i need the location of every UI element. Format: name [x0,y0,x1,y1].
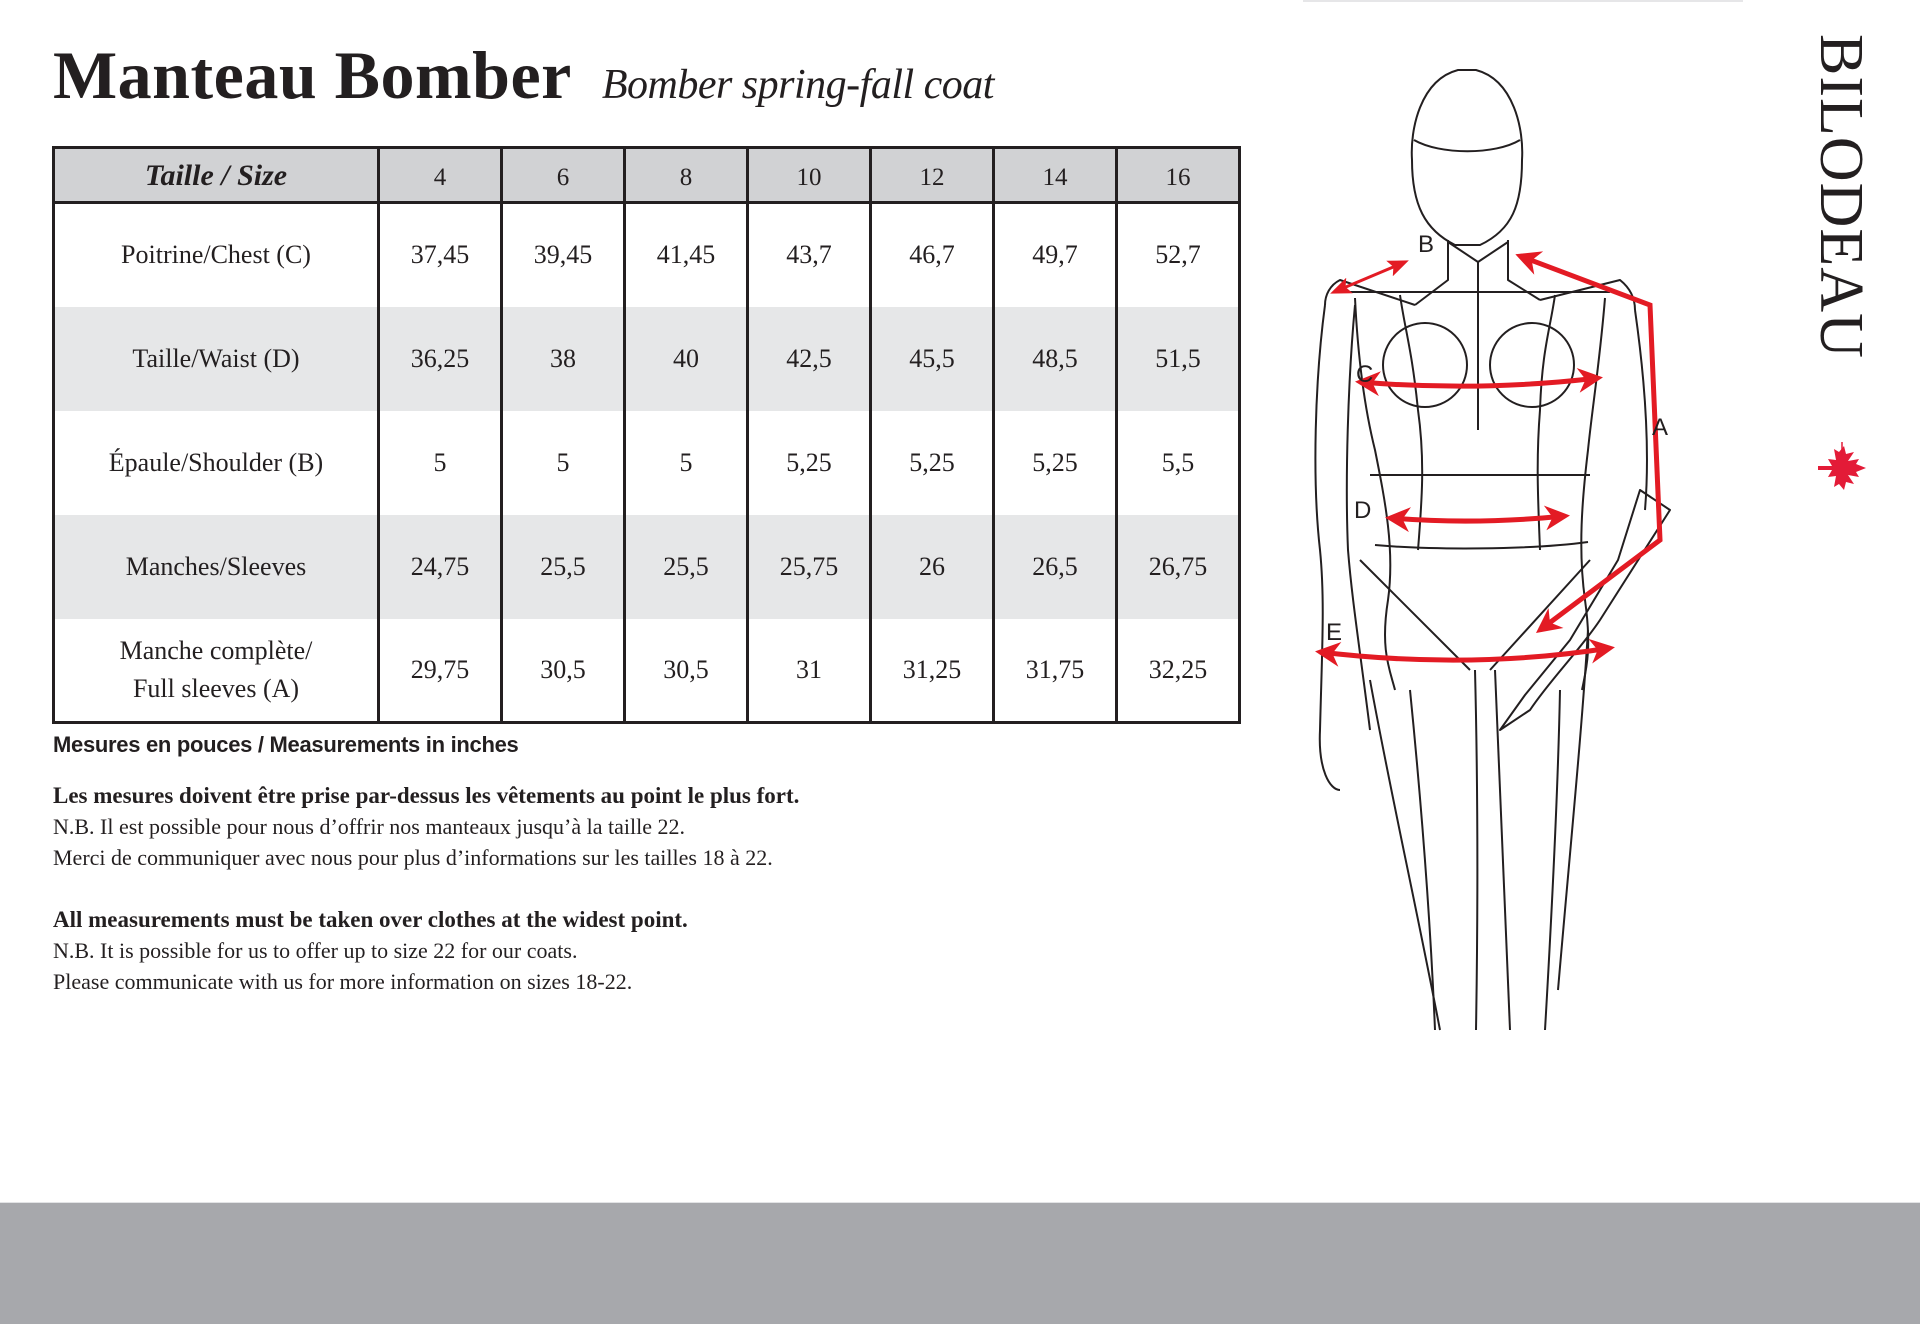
table-cell: 25,5 [625,515,748,619]
table-cell: 46,7 [871,203,994,307]
notes-fr-heading: Les mesures doivent être prise par-dessus les vêtements au point le plus fort. [53,783,800,808]
table-row-chest [54,203,1240,307]
row-label: Épaule/Shoulder (B) [54,411,379,515]
measurement-arrows [1320,256,1660,660]
table-cell: 25,5 [502,515,625,619]
table-header-row [54,148,1240,203]
row-label: Taille/Waist (D) [54,307,379,411]
brand-logo [1807,34,1875,504]
table-cell: 25,75 [748,515,871,619]
table-cell: 31 [748,619,871,723]
mannequin-measurement-figure [1300,30,1760,1090]
notes-en-line1: N.B. It is possible for us to offer up to size 22 for our coats. [53,938,578,963]
table-row-sleeves [54,515,1240,619]
measurement-notes [53,780,799,997]
table-cell: 36,25 [379,307,502,411]
table-cell: 5 [502,411,625,515]
page-title [53,36,994,116]
mannequin-outline [1315,70,1670,1030]
row-label-line2: Full sleeves (A) [132,673,300,703]
table-cell: 24,75 [379,515,502,619]
table-cell: 5,5 [1117,411,1240,515]
mannequin-illustration [1300,30,1760,1090]
table-cell: 37,45 [379,203,502,307]
size-column-header: 14 [994,148,1117,203]
table-cell: 32,25 [1117,619,1240,723]
row-label: Poitrine/Chest (C) [54,203,379,307]
maple-leaf-icon [1818,442,1866,494]
size-header-label: Taille / Size [54,148,379,203]
table-cell: 5 [625,411,748,515]
table-row-waist [54,307,1240,411]
table-cell: 45,5 [871,307,994,411]
table-cell: 39,45 [502,203,625,307]
row-label-line1: Manche complète/ [119,635,313,665]
size-column-header: 10 [748,148,871,203]
size-chart-table [52,146,1241,724]
table-cell: 40 [625,307,748,411]
notes-french [53,780,799,873]
table-cell: 38 [502,307,625,411]
size-column-header: 4 [379,148,502,203]
table-cell: 51,5 [1117,307,1240,411]
footer-bar [0,1202,1920,1324]
table-cell: 30,5 [625,619,748,723]
notes-en-line2: Please communicate with us for more information on sizes 18-22. [53,969,633,994]
table-cell: 42,5 [748,307,871,411]
size-column-header: 8 [625,148,748,203]
table-cell: 41,45 [625,203,748,307]
top-divider [1303,0,1743,2]
table-cell: 26 [871,515,994,619]
arrow-d-waist [1390,516,1565,521]
table-cell: 48,5 [994,307,1117,411]
row-label: Manches/Sleeves [54,515,379,619]
label-e: E [1326,619,1343,646]
notes-en-heading: All measurements must be taken over clothes at the widest point. [53,907,688,932]
table-cell: 30,5 [502,619,625,723]
table-cell: 5,25 [994,411,1117,515]
notes-fr-line2: Merci de communiquer avec nous pour plus d’informations sur les tailles 18 à 22. [53,845,773,870]
notes-fr-line1: N.B. Il est possible pour nous d’offrir nos manteaux jusqu’à la taille 22. [53,814,685,839]
table-cell: 26,5 [994,515,1117,619]
size-column-header: 6 [502,148,625,203]
table-cell: 26,75 [1117,515,1240,619]
arrow-b-shoulder [1334,262,1405,292]
arrow-a-full-sleeve [1520,256,1660,630]
table-cell: 31,25 [871,619,994,723]
title-subtitle: Bomber spring-fall coat [601,62,994,108]
size-column-header: 12 [871,148,994,203]
table-cell: 52,7 [1117,203,1240,307]
label-c: C [1356,361,1374,388]
label-d: D [1354,497,1372,524]
label-b: B [1418,231,1435,258]
size-column-header: 16 [1117,148,1240,203]
table-cell: 5 [379,411,502,515]
title-main: Manteau Bomber [53,37,572,113]
table-cell: 43,7 [748,203,871,307]
label-a: A [1652,414,1669,441]
row-label [54,619,379,723]
table-cell: 5,25 [871,411,994,515]
table-row-full-sleeves [54,619,1240,723]
table-cell: 5,25 [748,411,871,515]
brand-name: BILODEAU [1807,34,1875,359]
table-cell: 29,75 [379,619,502,723]
table-row-shoulder [54,411,1240,515]
table-cell: 31,75 [994,619,1117,723]
units-note: Mesures en pouces / Measurements in inches [53,732,519,757]
arrow-e-hip [1320,648,1610,660]
table-cell: 49,7 [994,203,1117,307]
notes-english [53,904,799,997]
